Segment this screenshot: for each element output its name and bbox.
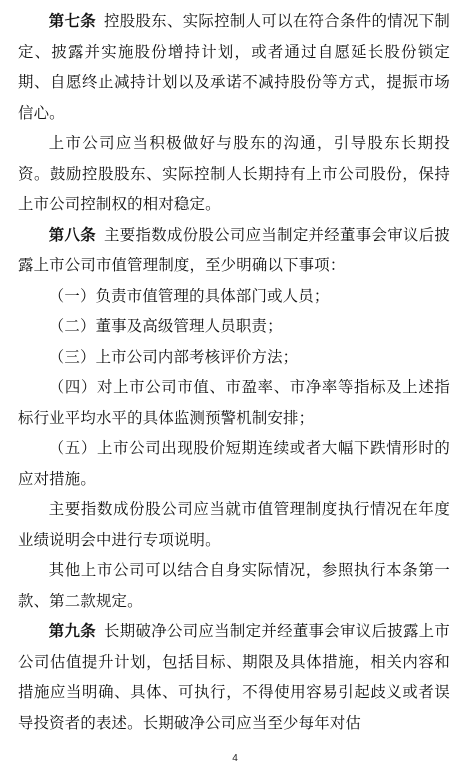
document-page <box>18 6 450 738</box>
list-item-2: （二）董事及高级管理人员职责； <box>48 317 283 335</box>
article-9-text: 长期破净公司应当制定并经董事会审议后披露上市公司估值提升计划，包括目标、期限及具体措施，相关内容和措施应当明确、具体、可执行，不得使用容易引起歧义或者误导投资者的表述。长期破净公司应当至少每年对估 <box>18 622 450 732</box>
article-8-paragraph <box>18 220 450 281</box>
article-7-paragraph <box>18 6 450 128</box>
article-9-heading: 第九条 <box>48 622 96 640</box>
shareholder-communication-paragraph: 上市公司应当积极做好与股东的沟通，引导股东长期投资。鼓励控股股东、实际控制人长期持有上市公司股份，保持上市公司控制权的相对稳定。 <box>18 134 450 213</box>
list-item-4: （四）对上市公司市值、市盈率、市净率等指标及上述指标行业平均水平的具体监测预警机制安排； <box>18 378 450 427</box>
list-item-3: （三）上市公司内部考核评价方法； <box>48 347 299 366</box>
article-8-heading: 第八条 <box>48 225 96 244</box>
article-8-text: 主要指数成份股公司应当制定并经董事会审议后披露上市公司市值管理制度，至少明确以下事项： <box>18 225 450 274</box>
other-companies-paragraph: 其他上市公司可以结合自身实际情况，参照执行本条第一款、第二款规定。 <box>18 561 450 610</box>
annual-disclosure-paragraph: 主要指数成份股公司应当就市值管理制度执行情况在年度业绩说明会中进行专项说明。 <box>18 500 450 549</box>
article-7-text: 控股股东、实际控制人可以在符合条件的情况下制定、披露并实施股份增持计划，或者通过自愿延长股份锁定期、自愿终止减持计划以及承诺不减持股份等方式，提振市场信心。 <box>18 12 450 122</box>
list-item-1: （一）负责市值管理的具体部门或人员； <box>48 286 330 305</box>
page-number: 4 <box>232 753 238 764</box>
list-item-5: （五）上市公司出现股价短期连续或者大幅下跌情形时的应对措施。 <box>18 439 450 488</box>
article-9-paragraph <box>18 616 450 738</box>
article-7-heading: 第七条 <box>48 12 96 30</box>
